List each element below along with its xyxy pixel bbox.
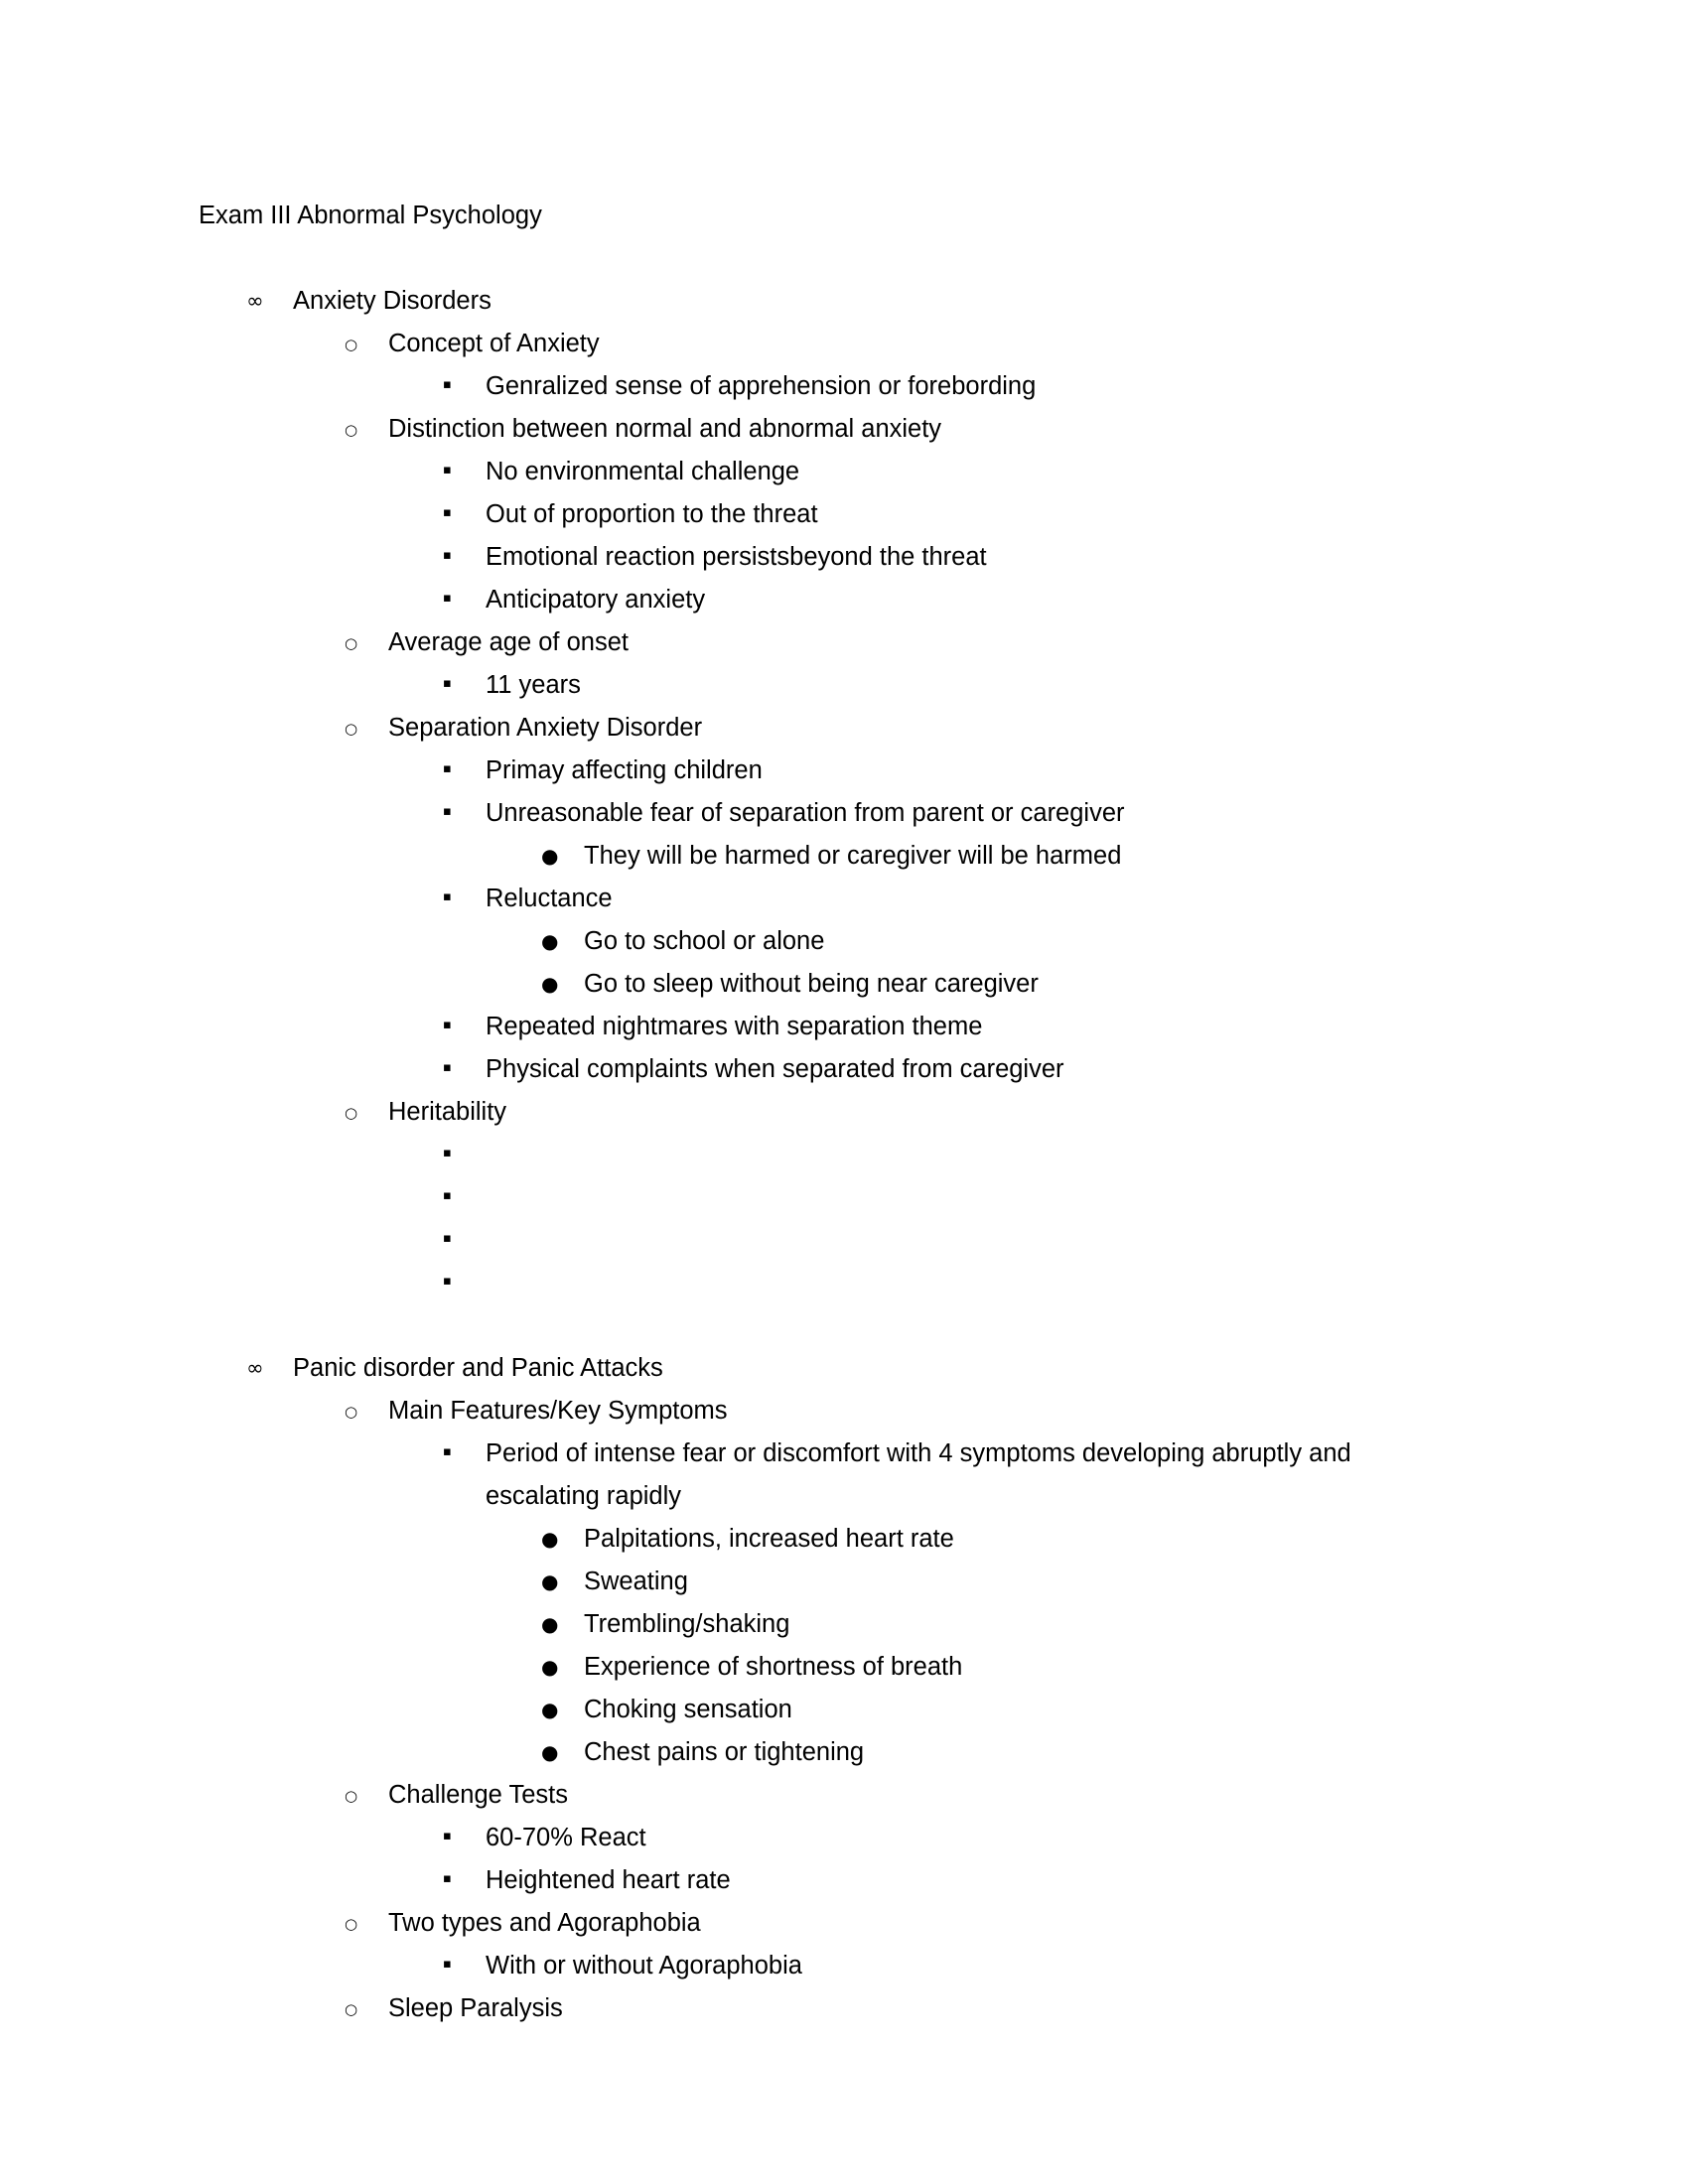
outline-item-level-4 [0, 1603, 1688, 1646]
outline-item-text: Go to sleep without being near caregiver [584, 970, 1039, 998]
disc-bullet-icon: ● [541, 972, 559, 996]
outline-item-text: They will be harmed or caregiver will be harmed [584, 842, 1122, 870]
outline-item-text [486, 1262, 1469, 1304]
disc-bullet-icon: ● [541, 1570, 559, 1593]
disc-bullet-icon: ● [541, 1527, 559, 1551]
outline-item-level-3 [0, 1006, 1688, 1048]
outline-item-level-3 [0, 750, 1688, 792]
outline-item-text [486, 1176, 1469, 1219]
square-bullet-icon: ▪ [443, 505, 452, 520]
circle-bullet-icon: ○ [345, 720, 358, 738]
square-bullet-icon: ▪ [443, 1146, 452, 1160]
outline-item-level-3 [0, 1817, 1688, 1859]
outline-item-level-3 [0, 1048, 1688, 1091]
outline-item-level-2 [0, 621, 1688, 664]
disc-bullet-icon: ● [541, 1612, 559, 1636]
outline-item-level-3 [0, 1219, 1688, 1262]
outline-item-text: Anxiety Disorders [293, 287, 492, 315]
square-bullet-icon: ▪ [443, 1957, 452, 1972]
outline-item-level-3 [0, 1134, 1688, 1176]
outline-item-level-4 [0, 1646, 1688, 1689]
outline-item-text: Concept of Anxiety [388, 330, 600, 357]
square-bullet-icon: ▪ [443, 804, 452, 819]
outline-item-level-2 [0, 1390, 1688, 1433]
outline-item-text: Distinction between normal and abnormal anxiety [388, 415, 942, 443]
outline-item-level-3 [0, 664, 1688, 707]
infinity-bullet-icon: ∞ [246, 289, 264, 313]
outline-item-text: With or without Agoraphobia [486, 1952, 802, 1979]
square-bullet-icon: ▪ [443, 591, 452, 606]
title-spacer [0, 237, 1688, 280]
square-bullet-icon: ▪ [443, 889, 452, 904]
outline-item-level-3 [0, 1945, 1688, 1987]
square-bullet-icon: ▪ [443, 1444, 452, 1459]
outline-item-text: No environmental challenge [486, 458, 800, 485]
outline-item-text: Unreasonable fear of separation from parent or caregiver [486, 799, 1125, 827]
outline-item-text [486, 1134, 1469, 1176]
outline-item-level-3 [0, 451, 1688, 493]
outline-item-text: Heightened heart rate [486, 1866, 731, 1894]
page-title: Exam III Abnormal Psychology [199, 202, 542, 229]
blank-line-text [0, 1304, 1688, 1347]
outline-item-text: Challenge Tests [388, 1781, 568, 1809]
outline-item-text: Repeated nightmares with separation theme [486, 1013, 983, 1040]
outline-item-level-3 [0, 1859, 1688, 1902]
outline-item-level-4 [0, 1731, 1688, 1774]
outline-item-text: Palpitations, increased heart rate [584, 1525, 954, 1553]
outline-item-text: Period of intense fear or discomfort with 4 symptoms developing abruptly and escalating rapidly [486, 1439, 1358, 1510]
outline-item-text: 60-70% React [486, 1824, 646, 1851]
square-bullet-icon: ▪ [443, 761, 452, 776]
outline-item-text: Choking sensation [584, 1696, 792, 1723]
square-bullet-icon: ▪ [443, 377, 452, 392]
document-body [0, 195, 1688, 2030]
outline-item-text: Panic disorder and Panic Attacks [293, 1354, 663, 1382]
square-bullet-icon: ▪ [443, 463, 452, 478]
outline-item-level-3 [0, 579, 1688, 621]
outline-item-level-4 [0, 920, 1688, 963]
disc-bullet-icon: ● [541, 1740, 559, 1764]
outline-item-text: Sleep Paralysis [388, 1994, 563, 2022]
outline-item-text: Genralized sense of apprehension or forebording [486, 372, 1037, 400]
outline-item-text: Trembling/shaking [584, 1610, 790, 1638]
outline-item-level-2 [0, 1774, 1688, 1817]
outline-item-text: Sweating [584, 1568, 688, 1595]
circle-bullet-icon: ○ [345, 1104, 358, 1122]
square-bullet-icon: ▪ [443, 1274, 452, 1289]
outline-item-level-4 [0, 963, 1688, 1006]
square-bullet-icon: ▪ [443, 548, 452, 563]
outline-item-level-3 [0, 792, 1688, 835]
square-bullet-icon: ▪ [443, 1188, 452, 1203]
outline-item-level-2 [0, 408, 1688, 451]
square-bullet-icon: ▪ [443, 1231, 452, 1246]
outline-item-text: Chest pains or tightening [584, 1738, 865, 1766]
outline-item-text: Average age of onset [388, 628, 629, 656]
infinity-bullet-icon: ∞ [246, 1356, 264, 1380]
circle-bullet-icon: ○ [345, 336, 358, 353]
circle-bullet-icon: ○ [345, 1915, 358, 1933]
outline-item-level-2 [0, 1987, 1688, 2030]
disc-bullet-icon: ● [541, 1655, 559, 1679]
outline-item-level-3 [0, 493, 1688, 536]
circle-bullet-icon: ○ [345, 421, 358, 439]
square-bullet-icon: ▪ [443, 1018, 452, 1032]
outline-item-level-4 [0, 1561, 1688, 1603]
outline-item-text: Emotional reaction persistsbeyond the threat [486, 543, 987, 571]
square-bullet-icon: ▪ [443, 1060, 452, 1075]
circle-bullet-icon: ○ [345, 634, 358, 652]
outline-item-level-3 [0, 536, 1688, 579]
outline-item-level-2 [0, 707, 1688, 750]
outline-item-text: Out of proportion to the threat [486, 500, 818, 528]
outline-list [0, 280, 1688, 2030]
circle-bullet-icon: ○ [345, 1787, 358, 1805]
outline-item-text: Anticipatory anxiety [486, 586, 706, 614]
outline-item-level-1 [0, 280, 1688, 323]
outline-item-text: Reluctance [486, 885, 613, 912]
outline-item-level-1 [0, 1347, 1688, 1390]
outline-item-text: Primay affecting children [486, 756, 763, 784]
outline-item-level-3 [0, 1176, 1688, 1219]
outline-item-text: Experience of shortness of breath [584, 1653, 963, 1681]
outline-item-level-3 [0, 365, 1688, 408]
disc-bullet-icon: ● [541, 929, 559, 953]
outline-item-text [486, 1219, 1469, 1262]
circle-bullet-icon: ○ [345, 1403, 358, 1421]
outline-item-text: Two types and Agoraphobia [388, 1909, 701, 1937]
square-bullet-icon: ▪ [443, 1829, 452, 1843]
outline-item-level-3 [0, 1433, 1688, 1518]
outline-item-level-3 [0, 1262, 1688, 1304]
outline-item-level-4 [0, 1689, 1688, 1731]
outline-item-text: Physical complaints when separated from caregiver [486, 1055, 1064, 1083]
outline-item-text: Heritability [388, 1098, 507, 1126]
outline-item-level-4 [0, 835, 1688, 878]
outline-item-level-2 [0, 323, 1688, 365]
disc-bullet-icon: ● [541, 1698, 559, 1721]
square-bullet-icon: ▪ [443, 1871, 452, 1886]
blank-line [0, 1304, 1688, 1347]
outline-item-level-2 [0, 1091, 1688, 1134]
outline-item-level-4 [0, 1518, 1688, 1561]
outline-item-text: 11 years [486, 671, 581, 699]
outline-item-text: Go to school or alone [584, 927, 825, 955]
outline-item-text: Main Features/Key Symptoms [388, 1397, 728, 1425]
outline-item-level-3 [0, 878, 1688, 920]
outline-item-level-2 [0, 1902, 1688, 1945]
outline-item-text: Separation Anxiety Disorder [388, 714, 703, 742]
circle-bullet-icon: ○ [345, 2000, 358, 2018]
disc-bullet-icon: ● [541, 844, 559, 868]
square-bullet-icon: ▪ [443, 676, 452, 691]
